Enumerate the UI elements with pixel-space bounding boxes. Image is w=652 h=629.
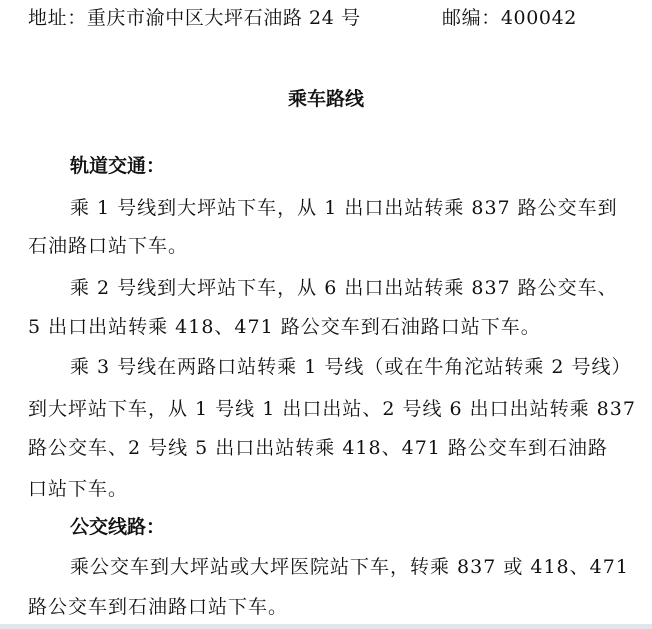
address-value: 重庆市渝中区大坪石油路 24 号: [86, 7, 361, 29]
address-label: 地址：: [28, 7, 87, 29]
rail-p3-line1: 乘 3 号线在两路口站转乘 1 号线（或在牛角沱站转乘 2 号线）: [70, 356, 632, 378]
zip-label: 邮编：: [442, 7, 501, 29]
bus-p1-line1: 乘公交车到大坪站或大坪医院站下车，转乘 837 或 418、471: [70, 556, 629, 578]
rail-p1-line1: 乘 1 号线到大坪站下车，从 1 出口出站转乘 837 路公交车到: [70, 197, 618, 219]
rail-p2-line1: 乘 2 号线到大坪站下车，从 6 出口出站转乘 837 路公交车、: [70, 277, 618, 299]
page-title: 乘车路线: [287, 88, 364, 110]
rail-p2-line2: 5 出口出站转乘 418、471 路公交车到石油路口站下车。: [28, 316, 541, 338]
bottom-border: [0, 624, 652, 629]
zip-code: [442, 6, 577, 30]
rail-p1-line2: 石油路口站下车。: [28, 235, 189, 257]
rail-p3-line4: 口站下车。: [28, 478, 129, 500]
bus-p1-line2: 路公交车到石油路口站下车。: [28, 596, 289, 618]
address-line: [28, 6, 361, 30]
zip-value: 400042: [500, 7, 577, 29]
rail-p3-line2: 到大坪站下车，从 1 号线 1 出口出站、2 号线 6 出口出站转乘 837: [28, 398, 636, 420]
rail-heading: 轨道交通：: [70, 155, 166, 177]
bus-heading: 公交线路：: [70, 516, 166, 538]
rail-p3-line3: 路公交车、2 号线 5 出口出站转乘 418、471 路公交车到石油路: [28, 437, 608, 459]
